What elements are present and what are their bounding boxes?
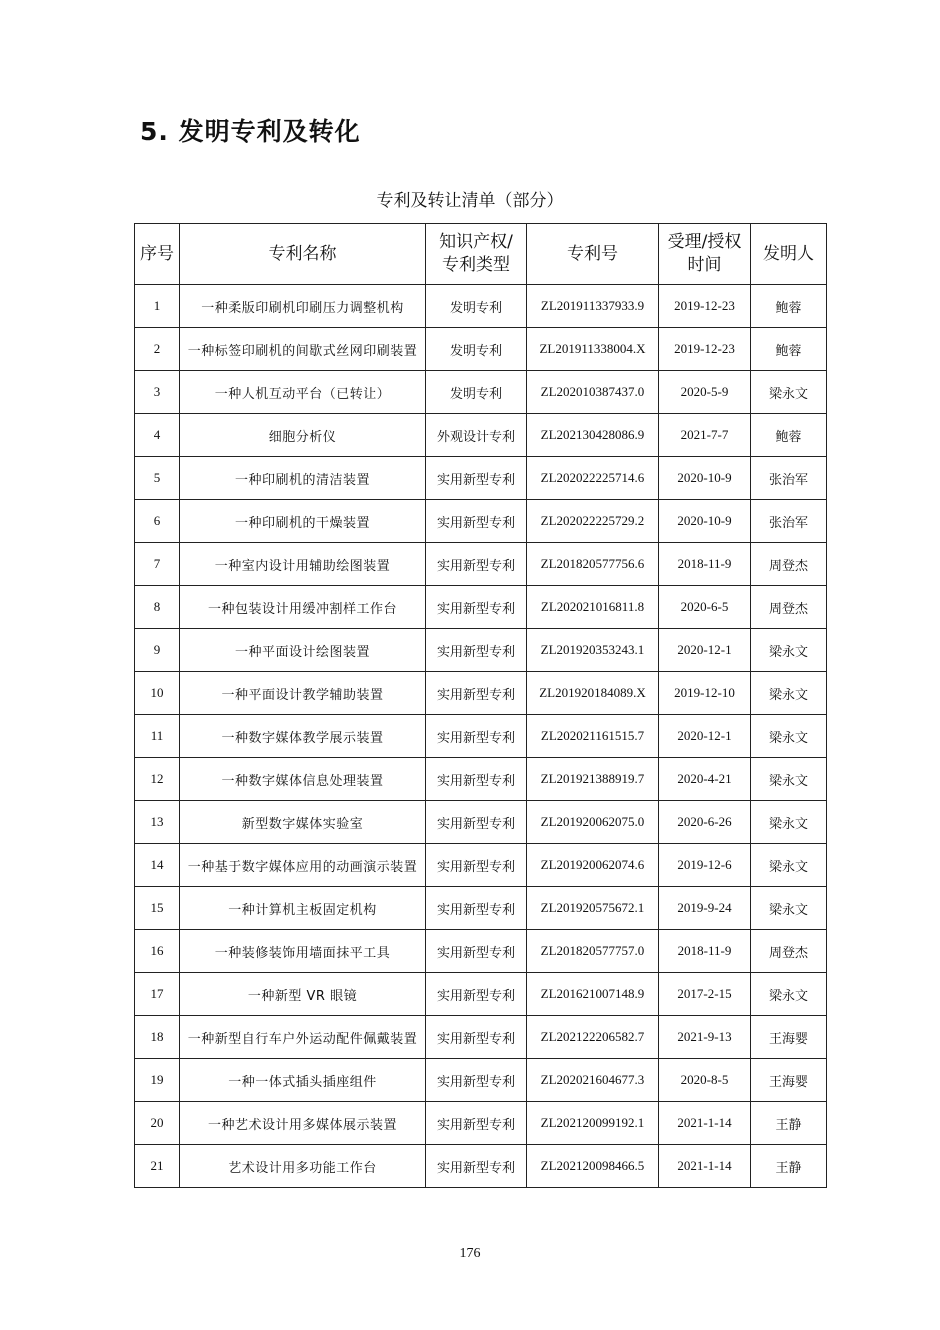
cell-num: 3 [135, 371, 180, 414]
cell-date: 2020-12-1 [659, 715, 751, 758]
cell-type: 发明专利 [426, 285, 527, 328]
cell-inventor: 周登杰 [751, 930, 827, 973]
cell-patent-no: ZL201921388919.7 [527, 758, 659, 801]
cell-name: 一种标签印刷机的间歇式丝网印刷装置 [180, 328, 426, 371]
cell-num: 21 [135, 1145, 180, 1188]
table-row [135, 758, 827, 801]
cell-patent-no: ZL202021161515.7 [527, 715, 659, 758]
table-row [135, 672, 827, 715]
cell-type: 实用新型专利 [426, 758, 527, 801]
cell-type: 实用新型专利 [426, 887, 527, 930]
table-row [135, 930, 827, 973]
cell-inventor: 王静 [751, 1145, 827, 1188]
cell-type: 实用新型专利 [426, 586, 527, 629]
patent-table [134, 223, 827, 1188]
cell-num: 4 [135, 414, 180, 457]
cell-inventor: 梁永文 [751, 973, 827, 1016]
table-row [135, 629, 827, 672]
cell-inventor: 梁永文 [751, 887, 827, 930]
cell-name: 一种基于数字媒体应用的动画演示装置 [180, 844, 426, 887]
cell-inventor: 梁永文 [751, 758, 827, 801]
table-row [135, 457, 827, 500]
cell-inventor: 王静 [751, 1102, 827, 1145]
page-number: 176 [459, 1246, 481, 1261]
table-row [135, 844, 827, 887]
cell-patent-no: ZL202010387437.0 [527, 371, 659, 414]
cell-name: 一种印刷机的清洁装置 [180, 457, 426, 500]
cell-patent-no: ZL201920062074.6 [527, 844, 659, 887]
cell-name: 一种计算机主板固定机构 [180, 887, 426, 930]
cell-type: 实用新型专利 [426, 930, 527, 973]
header-date-line1: 受理/授权 [667, 232, 742, 252]
cell-patent-no: ZL201920575672.1 [527, 887, 659, 930]
cell-inventor: 梁永文 [751, 672, 827, 715]
cell-inventor: 王海婴 [751, 1059, 827, 1102]
cell-date: 2019-12-6 [659, 844, 751, 887]
cell-num: 20 [135, 1102, 180, 1145]
cell-patent-no: ZL202122206582.7 [527, 1016, 659, 1059]
cell-date: 2020-5-9 [659, 371, 751, 414]
cell-date: 2019-12-23 [659, 328, 751, 371]
cell-type: 实用新型专利 [426, 1059, 527, 1102]
cell-name: 新型数字媒体实验室 [180, 801, 426, 844]
cell-inventor: 梁永文 [751, 801, 827, 844]
cell-name: 一种平面设计绘图装置 [180, 629, 426, 672]
cell-inventor: 周登杰 [751, 586, 827, 629]
cell-patent-no: ZL202130428086.9 [527, 414, 659, 457]
header-inventor: 发明人 [751, 224, 827, 285]
cell-patent-no: ZL201920353243.1 [527, 629, 659, 672]
cell-type: 发明专利 [426, 328, 527, 371]
cell-num: 16 [135, 930, 180, 973]
cell-date: 2018-11-9 [659, 930, 751, 973]
cell-inventor: 张治军 [751, 457, 827, 500]
table-row [135, 285, 827, 328]
cell-name: 一种数字媒体教学展示装置 [180, 715, 426, 758]
table-row [135, 973, 827, 1016]
cell-name: 一种新型自行车户外运动配件佩戴装置 [180, 1016, 426, 1059]
table-row [135, 500, 827, 543]
cell-patent-no: ZL201820577757.0 [527, 930, 659, 973]
cell-patent-no: ZL202021016811.8 [527, 586, 659, 629]
cell-patent-no: ZL201621007148.9 [527, 973, 659, 1016]
cell-name: 一种室内设计用辅助绘图装置 [180, 543, 426, 586]
cell-type: 实用新型专利 [426, 457, 527, 500]
cell-name: 一种人机互动平台（已转让） [180, 371, 426, 414]
cell-patent-no: ZL201920062075.0 [527, 801, 659, 844]
header-date [659, 224, 751, 285]
cell-date: 2019-12-23 [659, 285, 751, 328]
header-name: 专利名称 [180, 224, 426, 285]
patent-rows [135, 285, 827, 1188]
header-num: 序号 [135, 224, 180, 285]
cell-num: 5 [135, 457, 180, 500]
cell-inventor: 张治军 [751, 500, 827, 543]
cell-date: 2020-6-5 [659, 586, 751, 629]
cell-inventor: 王海婴 [751, 1016, 827, 1059]
table-row [135, 371, 827, 414]
cell-num: 11 [135, 715, 180, 758]
cell-num: 19 [135, 1059, 180, 1102]
cell-num: 15 [135, 887, 180, 930]
cell-num: 10 [135, 672, 180, 715]
cell-patent-no: ZL201911338004.X [527, 328, 659, 371]
cell-date: 2020-4-21 [659, 758, 751, 801]
cell-date: 2020-10-9 [659, 457, 751, 500]
cell-date: 2021-7-7 [659, 414, 751, 457]
cell-name: 一种一体式插头插座组件 [180, 1059, 426, 1102]
cell-date: 2019-12-10 [659, 672, 751, 715]
cell-date: 2019-9-24 [659, 887, 751, 930]
table-row [135, 801, 827, 844]
header-date-line2: 时间 [687, 255, 722, 275]
table-row [135, 586, 827, 629]
cell-num: 18 [135, 1016, 180, 1059]
table-row [135, 1016, 827, 1059]
cell-name: 艺术设计用多功能工作台 [180, 1145, 426, 1188]
table-row [135, 887, 827, 930]
cell-name: 一种新型 VR 眼镜 [180, 973, 426, 1016]
cell-type: 实用新型专利 [426, 1016, 527, 1059]
cell-inventor: 梁永文 [751, 371, 827, 414]
cell-num: 9 [135, 629, 180, 672]
cell-date: 2017-2-15 [659, 973, 751, 1016]
cell-type: 外观设计专利 [426, 414, 527, 457]
cell-date: 2020-6-26 [659, 801, 751, 844]
cell-patent-no: ZL201911337933.9 [527, 285, 659, 328]
cell-num: 13 [135, 801, 180, 844]
cell-name: 一种柔版印刷机印刷压力调整机构 [180, 285, 426, 328]
section-heading: 5. 发明专利及转化 [140, 117, 361, 146]
table-caption: 专利及转让清单（部分） [376, 191, 564, 211]
cell-num: 7 [135, 543, 180, 586]
cell-name: 一种艺术设计用多媒体展示装置 [180, 1102, 426, 1145]
table-header-row [135, 224, 827, 285]
cell-type: 实用新型专利 [426, 500, 527, 543]
cell-num: 6 [135, 500, 180, 543]
table-row [135, 543, 827, 586]
header-type-line1: 知识产权/ [439, 232, 513, 252]
cell-type: 实用新型专利 [426, 844, 527, 887]
header-type [426, 224, 527, 285]
cell-date: 2020-12-1 [659, 629, 751, 672]
cell-num: 1 [135, 285, 180, 328]
cell-inventor: 梁永文 [751, 629, 827, 672]
table-row [135, 1145, 827, 1188]
cell-name: 一种装修装饰用墙面抹平工具 [180, 930, 426, 973]
cell-patent-no: ZL201920184089.X [527, 672, 659, 715]
cell-patent-no: ZL201820577756.6 [527, 543, 659, 586]
cell-inventor: 鲍蓉 [751, 414, 827, 457]
cell-name: 细胞分析仪 [180, 414, 426, 457]
cell-inventor: 周登杰 [751, 543, 827, 586]
cell-patent-no: ZL202021604677.3 [527, 1059, 659, 1102]
cell-num: 8 [135, 586, 180, 629]
table-row [135, 414, 827, 457]
cell-date: 2021-1-14 [659, 1145, 751, 1188]
cell-type: 发明专利 [426, 371, 527, 414]
cell-type: 实用新型专利 [426, 1145, 527, 1188]
header-patent-no: 专利号 [527, 224, 659, 285]
cell-type: 实用新型专利 [426, 543, 527, 586]
cell-type: 实用新型专利 [426, 1102, 527, 1145]
cell-inventor: 梁永文 [751, 844, 827, 887]
cell-inventor: 梁永文 [751, 715, 827, 758]
table-row [135, 1102, 827, 1145]
cell-inventor: 鲍蓉 [751, 285, 827, 328]
cell-date: 2018-11-9 [659, 543, 751, 586]
cell-date: 2021-9-13 [659, 1016, 751, 1059]
cell-name: 一种包装设计用缓冲割样工作台 [180, 586, 426, 629]
cell-num: 12 [135, 758, 180, 801]
header-type-line2: 专利类型 [442, 255, 510, 275]
cell-patent-no: ZL202120099192.1 [527, 1102, 659, 1145]
cell-patent-no: ZL202022225714.6 [527, 457, 659, 500]
cell-patent-no: ZL202120098466.5 [527, 1145, 659, 1188]
cell-num: 17 [135, 973, 180, 1016]
cell-date: 2020-10-9 [659, 500, 751, 543]
cell-type: 实用新型专利 [426, 672, 527, 715]
cell-num: 14 [135, 844, 180, 887]
cell-name: 一种平面设计教学辅助装置 [180, 672, 426, 715]
cell-date: 2021-1-14 [659, 1102, 751, 1145]
cell-num: 2 [135, 328, 180, 371]
cell-inventor: 鲍蓉 [751, 328, 827, 371]
cell-type: 实用新型专利 [426, 973, 527, 1016]
cell-patent-no: ZL202022225729.2 [527, 500, 659, 543]
cell-name: 一种数字媒体信息处理装置 [180, 758, 426, 801]
table-row [135, 328, 827, 371]
cell-type: 实用新型专利 [426, 801, 527, 844]
table-row [135, 1059, 827, 1102]
table-row [135, 715, 827, 758]
cell-name: 一种印刷机的干燥装置 [180, 500, 426, 543]
cell-type: 实用新型专利 [426, 629, 527, 672]
cell-date: 2020-8-5 [659, 1059, 751, 1102]
cell-type: 实用新型专利 [426, 715, 527, 758]
